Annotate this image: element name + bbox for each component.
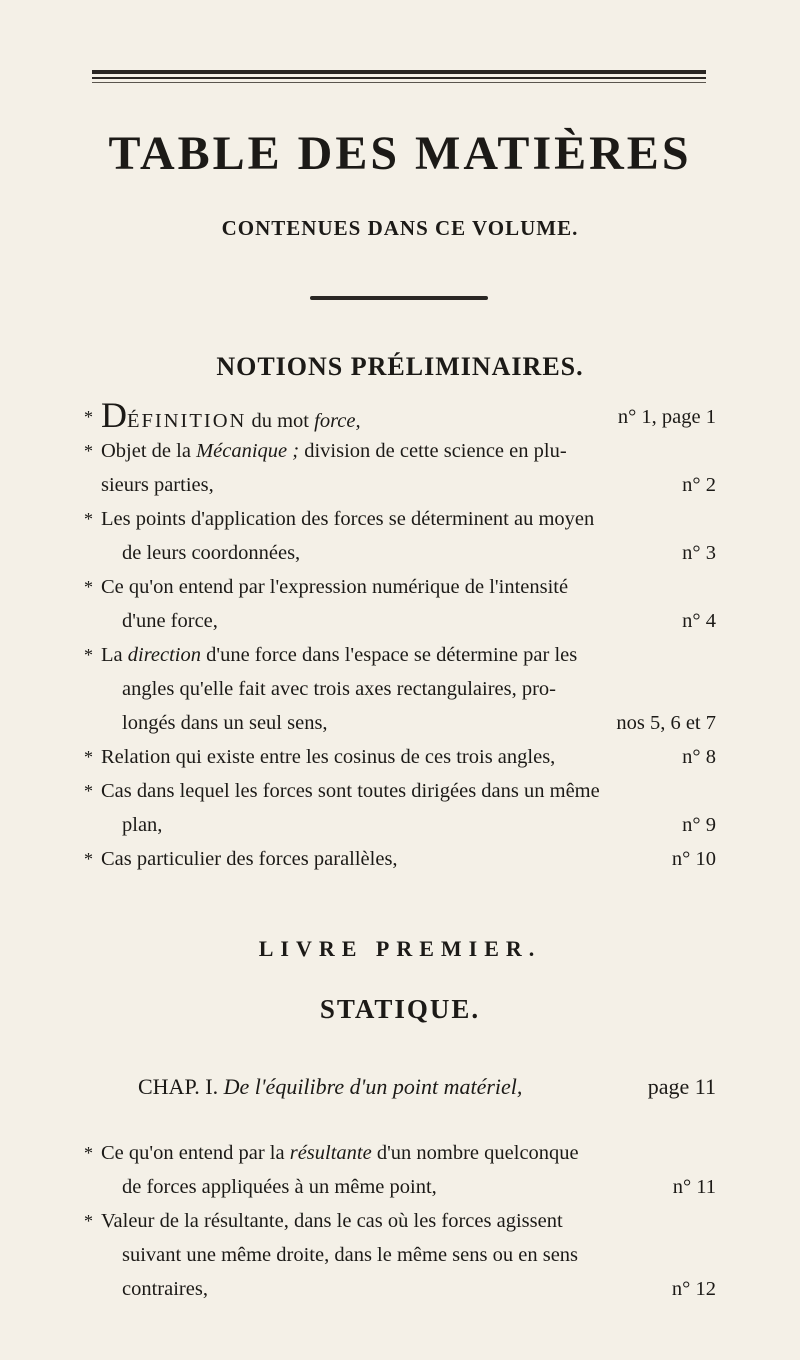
asterisk: *	[84, 577, 93, 597]
top-rule	[92, 70, 706, 88]
chapter-page: page 11	[647, 1074, 716, 1099]
entry-number: n° 2	[682, 474, 716, 496]
asterisk: *	[84, 407, 93, 427]
entry-text: Valeur de la résultante, dans le cas où les forces agissent	[101, 1210, 563, 1232]
entry-line: angles qu'elle fait avec trois axes rectangulaires, pro-	[122, 678, 557, 700]
entry-text: Relation qui existe entre les cosinus de ces trois angles,	[101, 746, 556, 768]
entry-number: n° 3	[682, 542, 716, 564]
entry-text: Cas dans lequel les forces sont toutes dirigées dans un même	[101, 780, 600, 802]
section-heading-notions: NOTIONS PRÉLIMINAIRES.	[216, 352, 584, 381]
entry-text: Ce qu'on entend par la	[101, 1142, 290, 1164]
divider	[310, 296, 488, 300]
asterisk: *	[84, 645, 93, 665]
entry-number: n° 11	[672, 1176, 716, 1198]
entry-number: n° 10	[671, 848, 716, 870]
entry-emphasis: direction	[127, 644, 202, 666]
entry-text: Ce qu'on entend par l'expression numérique de l'intensité	[101, 576, 569, 598]
entry-line: de forces appliquées à un même point,	[122, 1176, 437, 1198]
entry-number: n° 1, page 1	[617, 406, 716, 428]
entry-number: n° 8	[682, 746, 716, 768]
asterisk: *	[84, 441, 93, 461]
asterisk: *	[84, 849, 93, 869]
chapter-label: CHAP. I.	[138, 1074, 219, 1099]
entry-line: sieurs parties,	[101, 474, 214, 496]
asterisk: *	[84, 747, 93, 767]
entry-text: La	[101, 644, 128, 666]
entry-text: d'une force dans l'espace se détermine par les	[201, 644, 578, 666]
toc-entry	[84, 638, 716, 740]
asterisk: *	[84, 781, 93, 801]
entry-text: division de cette science en plu-	[299, 440, 567, 462]
entry-text: d'un nombre quelconque	[371, 1142, 579, 1164]
entry-text: ÉFINITION	[127, 410, 247, 432]
toc-entry	[84, 774, 716, 842]
entry-text: Objet de la	[101, 440, 197, 462]
entry-emphasis: résultante	[289, 1142, 372, 1164]
entry-text: Cas particulier des forces parallèles,	[101, 848, 398, 870]
toc-entry	[84, 570, 716, 638]
toc-entry	[84, 842, 716, 876]
toc-entry	[84, 395, 716, 438]
entry-line: contraires,	[122, 1278, 208, 1300]
entry-text: du mot	[246, 410, 315, 432]
entry-number: n° 12	[671, 1278, 716, 1300]
entry-number: nos 5, 6 et 7	[616, 712, 716, 734]
entry-number: n° 4	[682, 610, 716, 632]
toc-entry	[84, 1204, 716, 1306]
chapter-line	[138, 1074, 716, 1100]
book-subheading: STATIQUE.	[319, 994, 481, 1024]
page-title: TABLE DES MATIÈRES	[108, 127, 692, 180]
asterisk: *	[84, 509, 93, 529]
entry-number: n° 9	[682, 814, 716, 836]
asterisk: *	[84, 1211, 93, 1231]
entry-line: d'une force,	[122, 610, 218, 632]
entry-line: suivant une même droite, dans le même sens ou en sens	[122, 1244, 579, 1266]
drop-cap: D	[101, 395, 127, 435]
toc-entry	[84, 434, 716, 502]
toc-entry	[84, 740, 716, 774]
entry-line: plan,	[122, 814, 163, 836]
entry-text: Les points d'application des forces se déterminent au moyen	[101, 508, 595, 530]
entry-line: de leurs coordonnées,	[122, 542, 301, 564]
entry-emphasis: force,	[314, 410, 361, 432]
page-subtitle: CONTENUES DANS CE VOLUME.	[221, 216, 579, 240]
asterisk: *	[84, 1143, 93, 1163]
chapter-title: De l'équilibre d'un point matériel,	[223, 1074, 523, 1099]
entry-emphasis: Mécanique ;	[196, 440, 300, 462]
entry-line: longés dans un seul sens,	[122, 712, 328, 734]
toc-entry	[84, 1136, 716, 1204]
book-heading: LIVRE PREMIER.	[258, 936, 542, 961]
toc-entry	[84, 502, 716, 570]
